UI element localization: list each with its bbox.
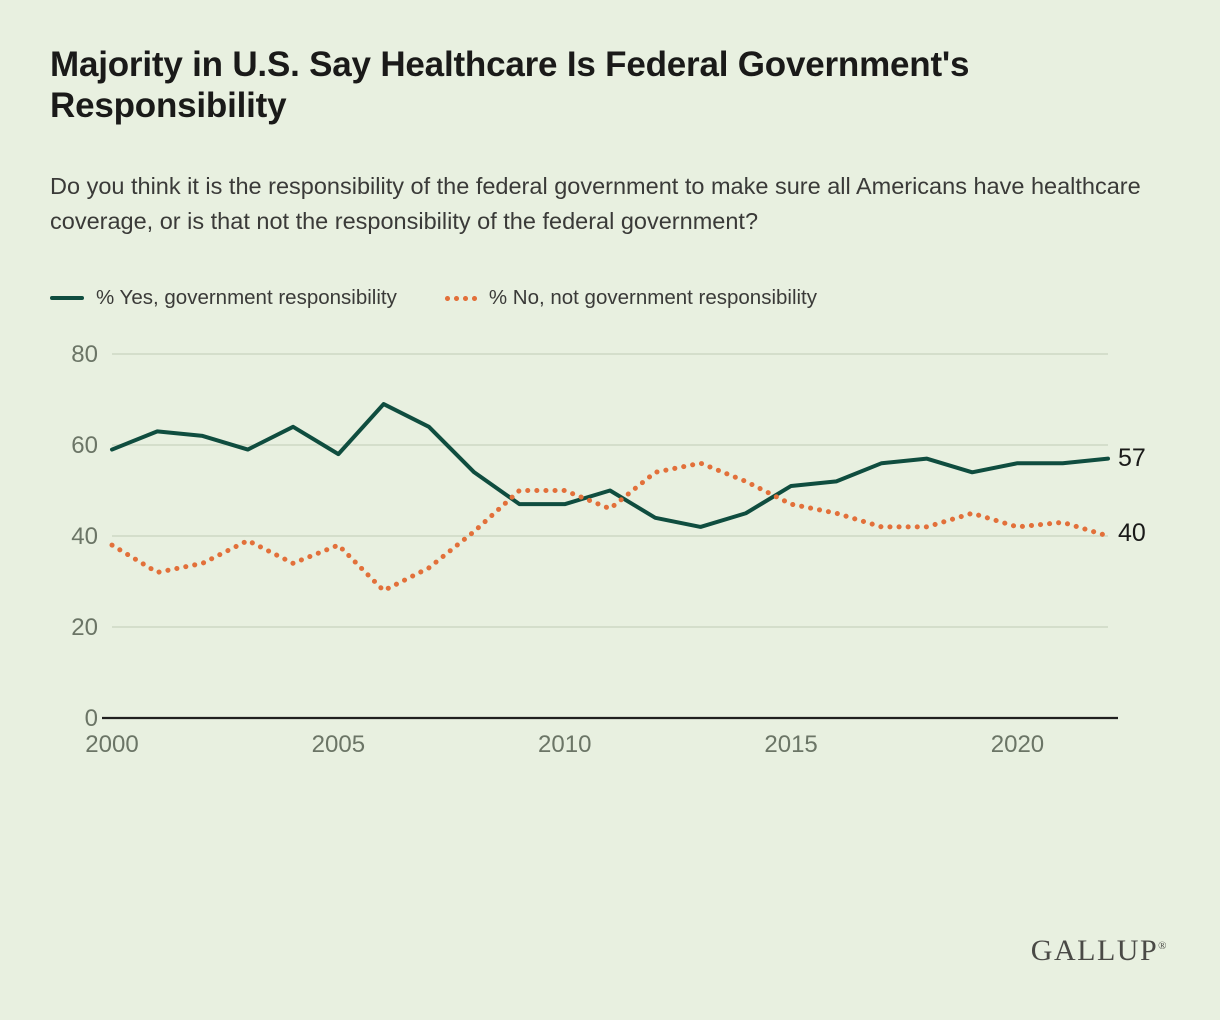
y-axis-tick-label: 40 xyxy=(71,523,98,551)
end-label-yes: 57 xyxy=(1118,444,1146,473)
x-axis-tick-label: 2015 xyxy=(764,731,818,759)
gallup-logo xyxy=(1031,934,1168,968)
x-axis-tick-label: 2000 xyxy=(85,731,139,759)
y-axis-tick-label: 0 xyxy=(84,705,98,733)
registered-mark-icon: ® xyxy=(1158,940,1168,952)
y-axis-tick-label: 60 xyxy=(71,432,98,460)
chart-legend xyxy=(50,286,1170,310)
chart-area xyxy=(50,336,1170,776)
solid-line-swatch-icon xyxy=(50,296,84,300)
x-axis-tick-label: 2005 xyxy=(311,731,366,759)
legend-item-no[interactable] xyxy=(443,286,817,310)
legend-label-yes: % Yes, government responsibility xyxy=(96,286,397,310)
legend-item-yes[interactable] xyxy=(50,286,397,310)
series-line xyxy=(112,463,1108,590)
series-line xyxy=(112,404,1108,527)
end-label-no: 40 xyxy=(1118,519,1146,548)
legend-label-no: % No, not government responsibility xyxy=(488,286,818,310)
line-chart xyxy=(50,336,1170,776)
y-axis-tick-label: 20 xyxy=(71,614,98,642)
chart-subtitle: Do you think it is the responsibility of the federal government to make sure all Americans have healthcare coverage, or is that not the responsibility of the federal government? xyxy=(50,172,1141,235)
dotted-line-swatch-icon xyxy=(443,296,477,301)
y-axis-tick-label: 80 xyxy=(71,341,98,369)
page-title: Majority in U.S. Say Healthcare Is Federal Government's Responsibility xyxy=(50,45,970,126)
gallup-wordmark: GALLUP xyxy=(1030,934,1159,967)
x-axis-tick-label: 2010 xyxy=(538,731,592,759)
x-axis-tick-label: 2020 xyxy=(990,731,1045,759)
